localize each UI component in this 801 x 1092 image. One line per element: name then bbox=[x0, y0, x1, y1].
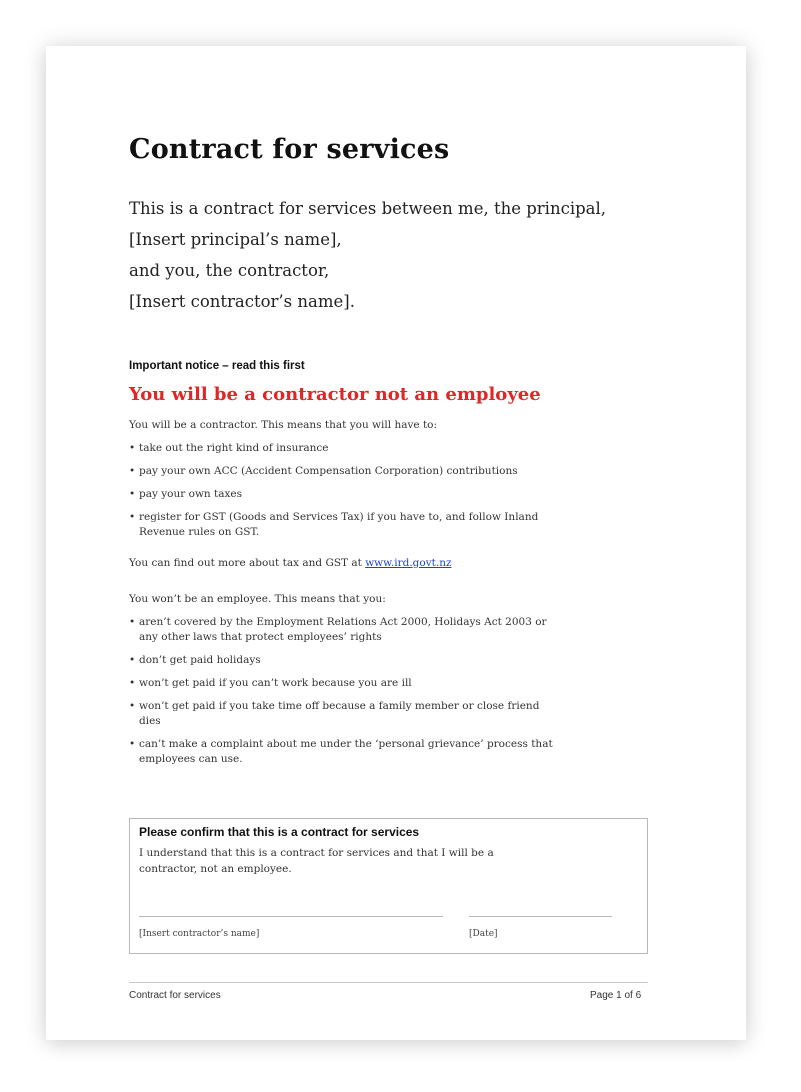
employee-intro: You won’t be an employee. This means that you: bbox=[129, 593, 386, 605]
list-item bbox=[129, 699, 559, 729]
list-item-text: can’t make a complaint about me under the ‘personal grievance’ process that employees can use. bbox=[139, 738, 553, 765]
list-item-text: pay your own ACC (Accident Compensation Corporation) contributions bbox=[139, 465, 518, 477]
notice-label: Important notice – read this first bbox=[129, 360, 305, 372]
bullet-icon: • bbox=[129, 700, 136, 712]
confirmation-box bbox=[129, 818, 648, 954]
contractor-section bbox=[129, 418, 559, 540]
intro-lines bbox=[129, 193, 689, 317]
list-item bbox=[129, 510, 559, 540]
page-number: Page 1 of 6 bbox=[590, 990, 642, 1001]
intro-line: and you, the contractor, bbox=[129, 261, 330, 280]
contractor-intro: You will be a contractor. This means that you will have to: bbox=[129, 419, 438, 431]
list-item bbox=[129, 441, 559, 456]
list-item-text: won’t get paid if you can’t work because you are ill bbox=[139, 677, 412, 689]
date-caption: [Date] bbox=[469, 929, 498, 939]
bullet-icon: • bbox=[129, 677, 136, 689]
list-item bbox=[129, 615, 559, 645]
list-item bbox=[129, 487, 559, 502]
bullet-icon: • bbox=[129, 616, 136, 628]
bullet-icon: • bbox=[129, 465, 136, 477]
footer-divider bbox=[129, 982, 648, 983]
tax-info-text: You can find out more about tax and GST at bbox=[129, 557, 366, 569]
intro-line: This is a contract for services between me, the principal, bbox=[129, 199, 607, 218]
bullet-icon: • bbox=[129, 511, 136, 523]
document-title: Contract for services bbox=[129, 134, 450, 165]
list-item bbox=[129, 676, 559, 691]
tax-info bbox=[129, 556, 559, 571]
list-item-text: aren’t covered by the Employment Relations Act 2000, Holidays Act 2003 or any other laws that protect employees’ rights bbox=[139, 616, 547, 643]
intro-line: [Insert principal’s name], bbox=[129, 230, 342, 249]
bullet-icon: • bbox=[129, 654, 136, 666]
contractor-signature-line[interactable] bbox=[139, 916, 443, 917]
list-item bbox=[129, 464, 559, 479]
list-item-text: won’t get paid if you take time off because a family member or close friend dies bbox=[139, 700, 540, 727]
list-item bbox=[129, 653, 559, 668]
tax-info-line bbox=[129, 556, 559, 571]
list-item-text: register for GST (Goods and Services Tax) if you have to, and follow Inland Revenue rules on GST. bbox=[139, 511, 539, 538]
contractor-name-caption: [Insert contractor’s name] bbox=[139, 929, 260, 939]
notice-heading: You will be a contractor not an employee bbox=[129, 384, 541, 405]
employee-list bbox=[129, 615, 559, 767]
bullet-icon: • bbox=[129, 442, 136, 454]
date-signature-line[interactable] bbox=[469, 916, 612, 917]
list-item bbox=[129, 737, 559, 767]
intro-line: [Insert contractor’s name]. bbox=[129, 292, 355, 311]
confirmation-text: I understand that this is a contract for services and that I will be a contractor, not an employee. bbox=[139, 847, 494, 875]
confirmation-title: Please confirm that this is a contract for services bbox=[139, 825, 420, 839]
employee-section bbox=[129, 592, 559, 767]
bullet-icon: • bbox=[129, 488, 136, 500]
contractor-list bbox=[129, 441, 559, 540]
list-item-text: take out the right kind of insurance bbox=[139, 442, 329, 454]
footer-title: Contract for services bbox=[129, 990, 221, 1001]
ird-link[interactable]: www.ird.govt.nz bbox=[365, 557, 452, 569]
list-item-text: don’t get paid holidays bbox=[139, 654, 261, 666]
list-item-text: pay your own taxes bbox=[139, 488, 243, 500]
bullet-icon: • bbox=[129, 738, 136, 750]
document-page bbox=[46, 46, 746, 1040]
